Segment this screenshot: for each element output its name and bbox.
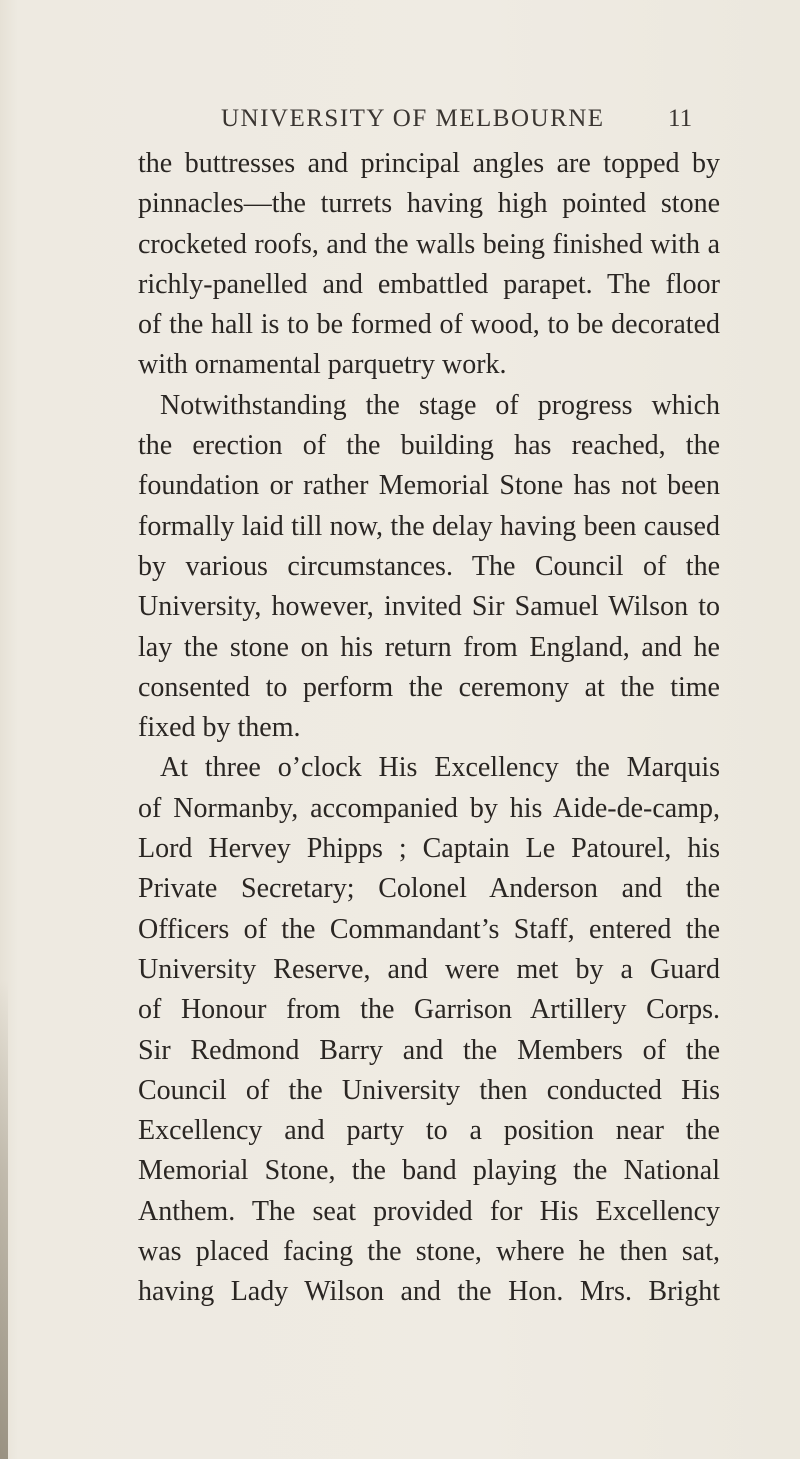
text-line: Anthem. The seat provided for His Excellency [138,1195,720,1227]
text-line: fixed by them. [138,712,301,744]
text-line: Private Secretary; Colonel Anderson and the [138,873,720,905]
text-line: of Honour from the Garrison Artillery Corps. [138,994,720,1026]
text-line: the buttresses and principal angles are topped by [138,148,720,179]
text-line: lay the stone on his return from England, and he [138,631,720,663]
text-line: crocketed roofs, and the walls being finished with a [138,228,720,260]
text-line: having Lady Wilson and the Hon. Mrs. Bright [138,1276,720,1308]
text-line: Sir Redmond Barry and the Members of the [138,1034,720,1066]
body-text [138,144,720,1313]
text-line: richly-panelled and embattled parapet. The floor [138,268,720,300]
text-line: Officers of the Commandant’s Staff, entered the [138,913,720,945]
text-line: Memorial Stone, the band playing the National [138,1155,720,1187]
text-line: of Normanby, accompanied by his Aide-de-camp, [138,792,720,824]
text-line: of the hall is to be formed of wood, to be decorated [138,309,720,341]
text-line: Council of the University then conducted His [138,1074,720,1106]
text-line: At three o’clock His Excellency the Marquis [160,752,720,784]
text-line: foundation or rather Memorial Stone has not been [138,470,720,502]
text-line: Excellency and party to a position near the [138,1115,720,1147]
page-number: 11 [668,105,693,132]
binding-shadow [0,980,8,1459]
text-line: was placed facing the stone, where he then sat, [138,1236,720,1268]
running-header [0,105,800,141]
text-line: consented to perform the ceremony at the time [138,671,720,703]
text-line: by various circumstances. The Council of the [138,550,720,582]
text-line: Notwithstanding the stage of progress which [160,389,720,421]
text-line: University, however, invited Sir Samuel Wilson to [138,591,720,623]
text-line: pinnacles—the turrets having high pointed stone [138,188,720,220]
text-line: with ornamental parquetry work. [138,349,507,381]
text-line: University Reserve, and were met by a Guard [138,953,720,985]
running-title: UNIVERSITY OF MELBOURNE [221,105,605,132]
text-line: formally laid till now, the delay having been caused [138,510,720,542]
text-line: the erection of the building has reached, the [138,430,720,462]
text-line: Lord Hervey Phipps ; Captain Le Patourel, his [138,833,720,865]
